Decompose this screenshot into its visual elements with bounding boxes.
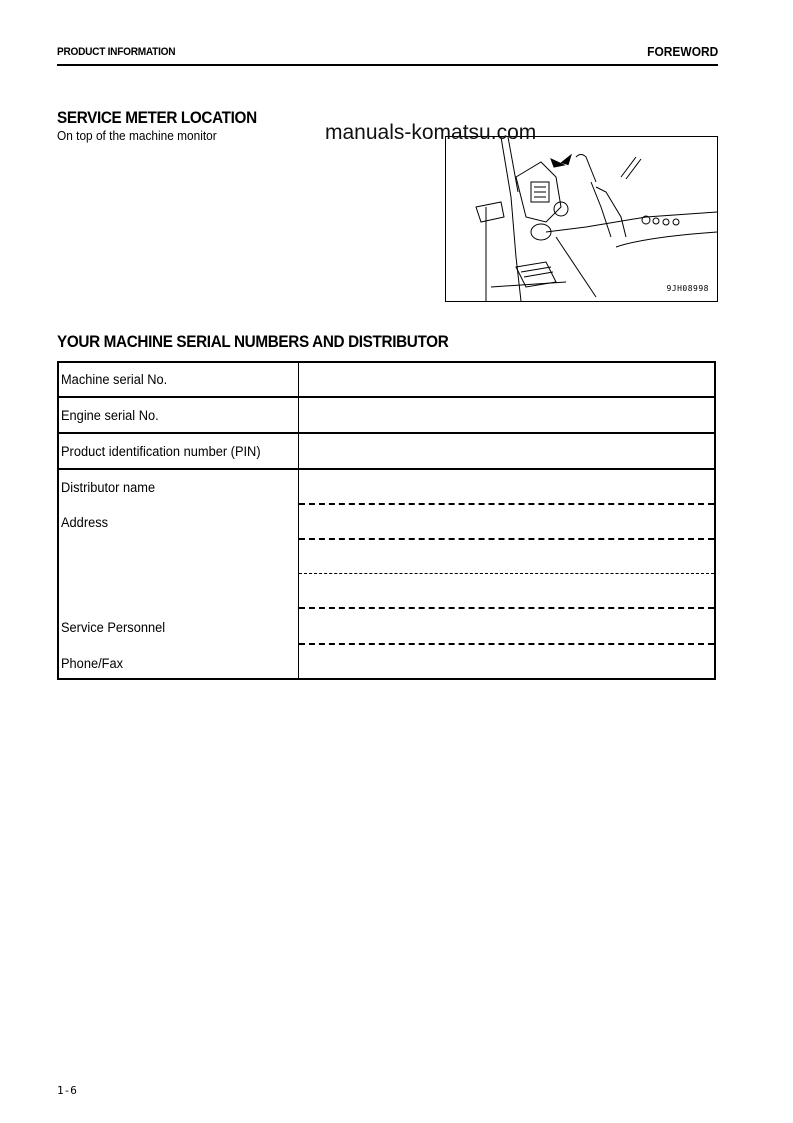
machine-serial-field[interactable] [299,363,714,396]
header-rule [57,64,718,66]
address-field-line-1[interactable] [299,505,714,538]
distributor-name-field[interactable] [299,470,714,503]
service-meter-title: SERVICE METER LOCATION [57,108,257,127]
header-section-label: PRODUCT INFORMATION [57,46,176,58]
address-field-line-2[interactable] [299,540,714,573]
label-address: Address [61,515,109,530]
address-field-line-3[interactable] [299,575,714,607]
label-phone-fax: Phone/Fax [61,656,124,671]
watermark: manuals-komatsu.com [325,121,537,144]
serials-table [57,361,716,680]
engine-serial-field[interactable] [299,398,714,432]
pin-field[interactable] [299,434,714,468]
row-label-engine-serial: Engine serial No. [61,408,159,423]
header-chapter-label: FOREWORD [646,44,718,59]
serials-title: YOUR MACHINE SERIAL NUMBERS AND DISTRIBUTOR [57,332,449,351]
service-meter-description: On top of the machine monitor [57,129,217,143]
dashed-line [299,573,714,574]
figure-code: 9JH08998 [666,284,709,293]
machine-monitor-illustration-icon [446,137,717,301]
row-label-pin: Product identification number (PIN) [61,444,261,459]
label-service-personnel: Service Personnel [61,620,166,635]
phone-fax-field[interactable] [299,645,714,678]
row-label-machine-serial: Machine serial No. [61,372,168,387]
page-number: 1-6 [57,1084,77,1097]
service-personnel-field[interactable] [299,609,714,643]
service-meter-figure [445,136,718,302]
label-distributor-name: Distributor name [61,480,156,495]
